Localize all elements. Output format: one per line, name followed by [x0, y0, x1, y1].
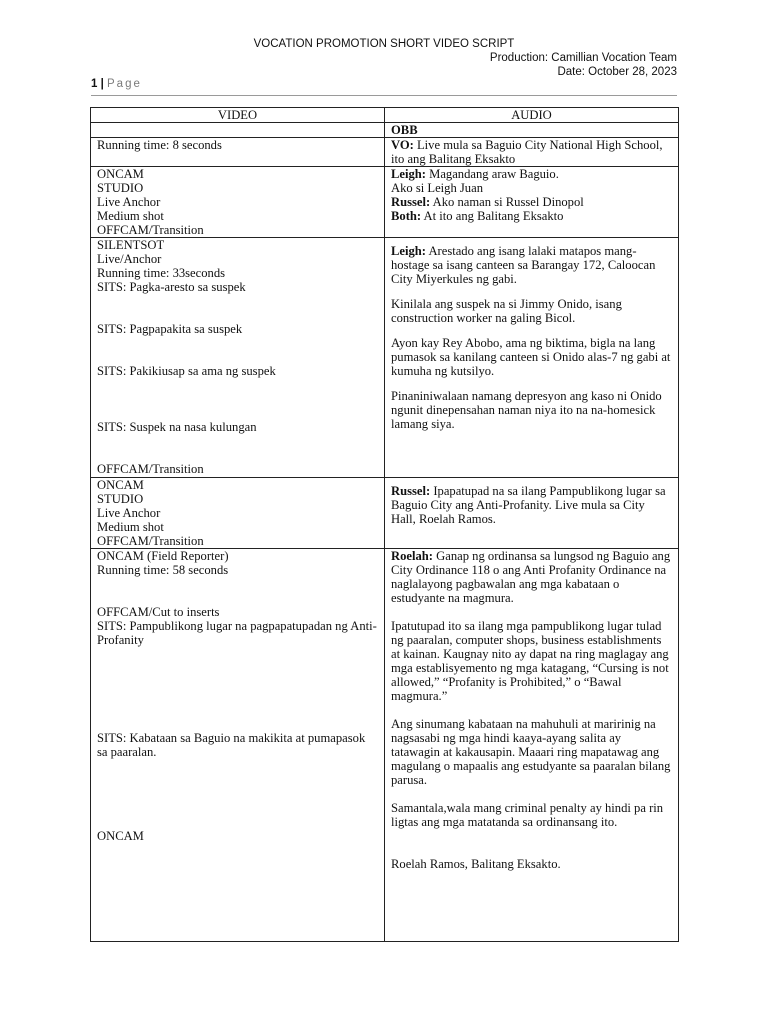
video-line: Running time: 58 seconds: [97, 563, 229, 577]
table-row: [91, 478, 679, 549]
video-line: Live Anchor: [97, 506, 161, 520]
speaker-label: VO:: [391, 138, 414, 152]
header-divider: [91, 95, 677, 96]
speaker-label: Russel:: [391, 484, 431, 498]
audio-text: Live mula sa Baguio City National High School, ito ang Balitang Eksakto: [391, 138, 663, 166]
video-line: Live Anchor: [97, 195, 161, 209]
audio-paragraph: Ayon kay Rey Abobo, ama ng biktima, bigla na lang pumasok sa kanilang canteen si Onido alas-7 ng gabi at kumuha ng kutsilyo.: [391, 336, 671, 378]
video-line: OFFCAM/Cut to inserts: [97, 605, 220, 619]
audio-text: Arestado ang isang lalaki matapos mang-hostage sa isang canteen sa Barangay 172, Caloocan City Miyerkules ng gabi.: [391, 244, 656, 286]
page-indicator: [91, 78, 142, 90]
video-cell: [91, 478, 385, 549]
speaker-label: Leigh:: [391, 167, 426, 181]
page-number: 1 |: [91, 78, 104, 90]
video-cell: [91, 238, 385, 478]
audio-paragraph: Pinaniniwalaan namang depresyon ang kaso ni Onido ngunit dinepensahan naman niya ito na na-homesick lamang siya.: [391, 389, 662, 431]
video-cell: [91, 123, 385, 138]
speaker-label: Roelah:: [391, 549, 433, 563]
video-line: Medium shot: [97, 209, 164, 223]
table-row: [91, 167, 679, 238]
video-line: SITS: Pagka-aresto sa suspek: [97, 280, 246, 294]
video-line: Live/Anchor: [97, 252, 162, 266]
column-header-audio: AUDIO: [385, 108, 679, 123]
video-line: Medium shot: [97, 520, 164, 534]
video-line: OFFCAM/Transition: [97, 462, 204, 476]
script-table: [90, 107, 679, 942]
audio-line: Ako si Leigh Juan: [391, 181, 483, 195]
speaker-label: Leigh:: [391, 244, 426, 258]
audio-paragraph: [391, 244, 672, 286]
video-line: OFFCAM/Transition: [97, 223, 204, 237]
audio-paragraph: Ang sinumang kabataan na mahuhuli at maririnig na nagsasabi ng mga hindi kaaya-ayang salita ay tatawagin at kakausapin. Maaari ring mapatawag ang magulang o mapaalis ang estudyante sa paaralan bilang parusa.: [391, 717, 671, 787]
video-line: SITS: Suspek na nasa kulungan: [97, 420, 257, 434]
running-time: Running time: 8 seconds: [97, 138, 222, 152]
column-header-video: VIDEO: [91, 108, 385, 123]
audio-text: Ipapatupad na sa ilang Pampublikong lugar sa Baguio City ang Anti-Profanity. Live mula sa City Hall, Roelah Ramos.: [391, 484, 666, 526]
audio-text: At ito ang Balitang Eksakto: [421, 209, 564, 223]
video-line: SITS: Pagpapakita sa suspek: [97, 322, 243, 336]
video-line: Running time: 33seconds: [97, 266, 226, 280]
video-line: ONCAM: [97, 829, 144, 843]
table-row: [91, 138, 679, 167]
audio-text: Ako naman si Russel Dinopol: [430, 195, 584, 209]
video-line: ONCAM: [97, 167, 144, 181]
video-line: SITS: Pakikiusap sa ama ng suspek: [97, 364, 276, 378]
audio-paragraph: [391, 549, 672, 605]
video-line: OFFCAM/Transition: [97, 534, 204, 548]
video-cell: [91, 549, 385, 942]
video-line: ONCAM: [97, 478, 144, 492]
audio-text: Ganap ng ordinansa sa lungsod ng Baguio ang City Ordinance 118 o ang Anti Profanity Ordinance na naglalayong pagbawalan ang mga kabataan o estudyante na magmura.: [391, 549, 671, 605]
table-row: [91, 238, 679, 478]
document-date: Date: October 28, 2023: [557, 66, 677, 78]
audio-line: [391, 195, 672, 209]
video-line: STUDIO: [97, 492, 144, 506]
audio-cell: [385, 478, 679, 549]
obb-label: OBB: [391, 123, 418, 137]
audio-paragraph: Ipatutupad ito sa ilang mga pampublikong lugar tulad ng paaralan, computer shops, business establishments at kainan. Kaugnay nito ay dapat na ring maglagay ang mga establisyemento ng mga katagang, “Cursing is not allowed,” “Profanity is Prohibited,” o “Bawal magmura.”: [391, 619, 669, 703]
audio-line: [391, 167, 672, 181]
video-line: STUDIO: [97, 181, 144, 195]
audio-cell: [385, 238, 679, 478]
speaker-label: Both:: [391, 209, 422, 223]
table-row: [91, 549, 679, 942]
audio-paragraph: Kinilala ang suspek na si Jimmy Onido, isang construction worker na galing Bicol.: [391, 297, 622, 325]
video-cell: [91, 138, 385, 167]
audio-cell: [385, 138, 679, 167]
table-header-row: [91, 108, 679, 123]
audio-paragraph: Samantala,wala mang criminal penalty ay hindi pa rin ligtas ang mga matatanda sa ordinansang ito.: [391, 801, 664, 829]
document-title: VOCATION PROMOTION SHORT VIDEO SCRIPT: [253, 38, 515, 50]
video-line: SITS: Kabataan sa Baguio na makikita at pumapasok sa paaralan.: [97, 731, 366, 759]
video-cell: [91, 167, 385, 238]
table-row-obb: [91, 123, 679, 138]
audio-line: [391, 209, 672, 223]
video-line: SITS: Pampublikong lugar na pagpapatupadan ng Anti-Profanity: [97, 619, 377, 647]
speaker-label: Russel:: [391, 195, 431, 209]
audio-cell: [385, 167, 679, 238]
audio-paragraph: Roelah Ramos, Balitang Eksakto.: [391, 857, 561, 871]
video-line: ONCAM (Field Reporter): [97, 549, 229, 563]
audio-cell: [385, 549, 679, 942]
audio-cell: [385, 123, 679, 138]
audio-text: Magandang araw Baguio.: [425, 167, 559, 181]
page-label: Page: [107, 78, 142, 90]
video-line: SILENTSOT: [97, 238, 165, 252]
production-credit: Production: Camillian Vocation Team: [489, 52, 677, 64]
